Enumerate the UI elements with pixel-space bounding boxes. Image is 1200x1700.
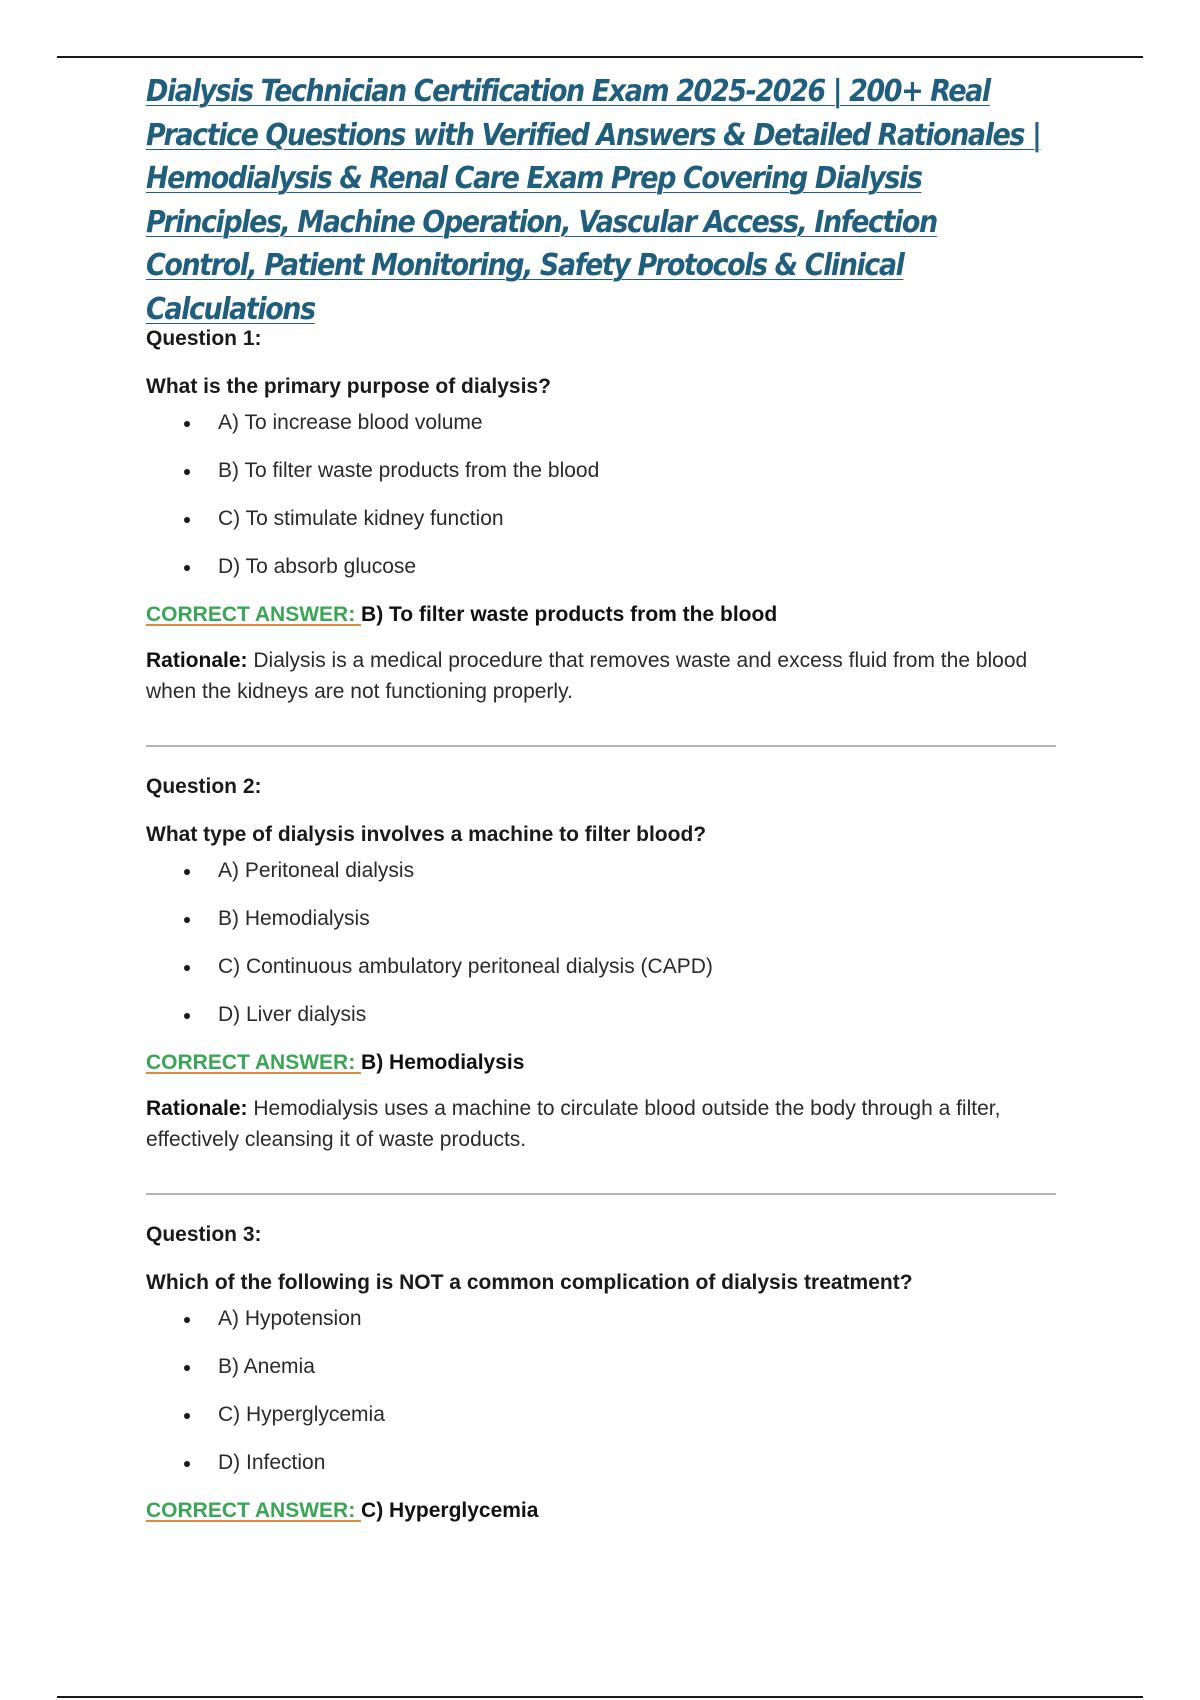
bullet-icon — [184, 869, 190, 875]
correct-answer-label: CORRECT ANSWER: — [146, 1499, 362, 1522]
correct-answer-value: B) To filter waste products from the blood — [361, 603, 778, 626]
bullet-icon — [184, 965, 190, 971]
option-text: A) Hypotension — [218, 1307, 362, 1330]
bullet-icon — [184, 565, 190, 571]
option-item — [146, 954, 1056, 980]
option-item — [146, 458, 1056, 484]
question-block — [146, 326, 1056, 707]
option-item — [146, 1402, 1056, 1428]
rationale — [146, 1093, 1056, 1155]
top-rule — [57, 56, 1143, 58]
option-item — [146, 858, 1056, 884]
bottom-rule — [57, 1696, 1143, 1698]
bullet-icon — [184, 1413, 190, 1419]
option-item — [146, 906, 1056, 932]
option-text: B) Anemia — [218, 1355, 315, 1378]
option-text: A) To increase blood volume — [218, 411, 483, 434]
correct-answer-label: CORRECT ANSWER: — [146, 1051, 362, 1074]
document-body — [146, 70, 1056, 1524]
bullet-icon — [184, 1365, 190, 1371]
bullet-icon — [184, 1013, 190, 1019]
option-text: A) Peritoneal dialysis — [218, 859, 415, 882]
bullet-icon — [184, 469, 190, 475]
option-item — [146, 1354, 1056, 1380]
option-item — [146, 1306, 1056, 1332]
question-label: Question 3: — [146, 1223, 262, 1246]
question-separator — [146, 745, 1056, 747]
option-item — [146, 1002, 1056, 1028]
question-label: Question 1: — [146, 327, 262, 350]
option-text: D) To absorb glucose — [218, 555, 417, 578]
correct-answer-label: CORRECT ANSWER: — [146, 603, 362, 626]
rationale-label: Rationale: — [146, 649, 248, 672]
question-prompt: Which of the following is NOT a common complication of dialysis treatment? — [146, 1271, 913, 1294]
question-prompt: What is the primary purpose of dialysis? — [146, 375, 551, 398]
question-block — [146, 774, 1056, 1155]
option-text: D) Liver dialysis — [218, 1003, 367, 1026]
option-text: C) To stimulate kidney function — [218, 507, 504, 530]
option-text: C) Continuous ambulatory peritoneal dialysis (CAPD) — [218, 955, 713, 978]
bullet-icon — [184, 517, 190, 523]
correct-answer-line — [146, 1498, 1056, 1524]
bullet-icon — [184, 1317, 190, 1323]
option-item — [146, 1450, 1056, 1476]
option-item — [146, 506, 1056, 532]
option-text: B) Hemodialysis — [218, 907, 370, 930]
document-title-link[interactable]: Dialysis Technician Certification Exam 2025-2026 | 200+ Real Practice Questions with Verified Answers & Detailed Rationales | Hemodialysis & Renal Care Exam Prep Covering Dialysis Principles, Machine Operation, Vascular Access, Infection Control, Patient Monitoring, Safety Protocols & Clinical Calculations — [146, 74, 1041, 327]
question-label: Question 2: — [146, 775, 262, 798]
rationale-label: Rationale: — [146, 1097, 248, 1120]
question-separator — [146, 1193, 1056, 1195]
question-prompt: What type of dialysis involves a machine to filter blood? — [146, 823, 707, 846]
question-block — [146, 1222, 1056, 1524]
correct-answer-value: B) Hemodialysis — [361, 1051, 525, 1074]
bullet-icon — [184, 421, 190, 427]
correct-answer-line — [146, 602, 1056, 628]
option-text: B) To filter waste products from the blood — [218, 459, 600, 482]
option-text: D) Infection — [218, 1451, 326, 1474]
option-item — [146, 410, 1056, 436]
correct-answer-line — [146, 1050, 1056, 1076]
option-list — [146, 858, 1056, 1028]
bullet-icon — [184, 917, 190, 923]
option-item — [146, 554, 1056, 580]
bullet-icon — [184, 1461, 190, 1467]
rationale — [146, 645, 1056, 707]
option-list — [146, 410, 1056, 580]
option-text: C) Hyperglycemia — [218, 1403, 385, 1426]
option-list — [146, 1306, 1056, 1476]
rationale-text: Hemodialysis uses a machine to circulate blood outside the body through a filter, effectively cleansing it of waste products. — [146, 1097, 1001, 1151]
rationale-text: Dialysis is a medical procedure that removes waste and excess fluid from the blood when the kidneys are not functioning properly. — [146, 649, 1028, 703]
correct-answer-value: C) Hyperglycemia — [361, 1499, 539, 1522]
